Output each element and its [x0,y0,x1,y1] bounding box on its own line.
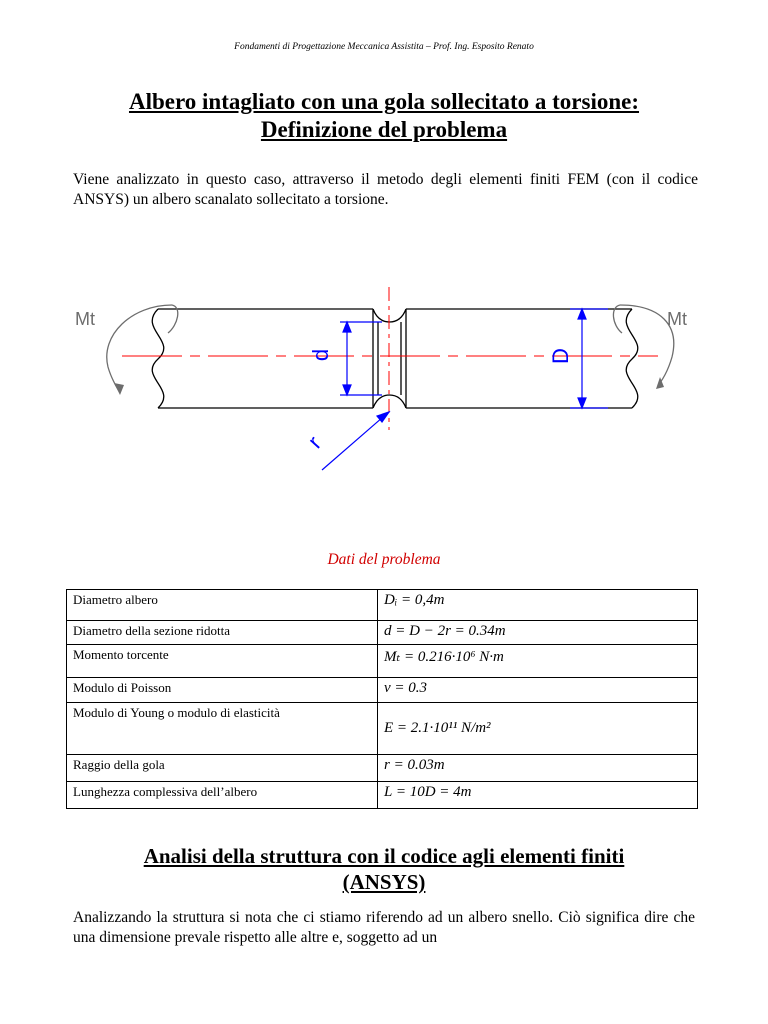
table-row [67,782,698,809]
dim-D-label: D [548,348,573,364]
table-row [67,678,698,703]
shaft-diagram [60,285,720,475]
intro-paragraph: Viene analizzato in questo caso, attraverso il metodo degli elementi finiti FEM (con il codice ANSYS) un albero scanalato sollecitato a torsione. [73,171,698,208]
row-value: Mₜ = 0.216·10⁶ N·m [378,645,698,678]
page-header: Fondamenti di Progettazione Meccanica Assistita – Prof. Ing. Esposito Renato [234,42,534,52]
row-value: ν = 0.3 [378,678,698,703]
row-label: Diametro della sezione ridotta [67,621,378,645]
data-caption: Dati del problema [327,551,441,568]
dim-r-label: r [302,430,327,454]
torque-left [107,305,178,393]
page-title [0,88,768,144]
left-break-line [152,309,164,408]
row-value: d = D − 2r = 0.34m [378,621,698,645]
section-heading [0,843,768,895]
row-label: Lunghezza complessiva dell’albero [67,782,378,809]
right-break-line [626,309,638,408]
row-value: r = 0.03m [378,755,698,782]
table-row [67,755,698,782]
problem-data-table [66,589,698,809]
row-label: Raggio della gola [67,755,378,782]
torque-left-arrowhead [114,383,124,395]
title-line-2: Definizione del problema [260,117,508,142]
section-line-1: Analisi della struttura con il codice agli elementi finiti [143,844,625,868]
table-row [67,645,698,678]
section-line-2: (ANSYS) [342,870,426,894]
row-label: Modulo di Young o modulo di elasticità [67,703,378,755]
row-label: Diametro albero [67,590,378,621]
torque-right [613,305,673,385]
table-row [67,590,698,621]
table-row [67,621,698,645]
dim-r [322,412,389,470]
title-line-1: Albero intagliato con una gola sollecitato a torsione: [128,89,640,114]
dim-D [570,309,608,408]
body-paragraph: Analizzando la struttura si nota che ci stiamo riferendo ad un albero snello. Ciò significa dire che una dimensione prevale rispetto alle altre e, soggetto ad un [73,909,695,946]
torque-right-label: Mt [667,309,687,329]
row-label: Momento torcente [67,645,378,678]
dim-d-label: d [308,348,333,362]
dim-d [340,322,382,395]
row-value: E = 2.1·10¹¹ N/m² [378,703,698,755]
row-value: L = 10D = 4m [378,782,698,809]
row-label: Modulo di Poisson [67,678,378,703]
torque-left-label: Mt [75,309,95,329]
table-row [67,703,698,755]
row-value: Dᵢ = 0,4m [378,590,698,621]
